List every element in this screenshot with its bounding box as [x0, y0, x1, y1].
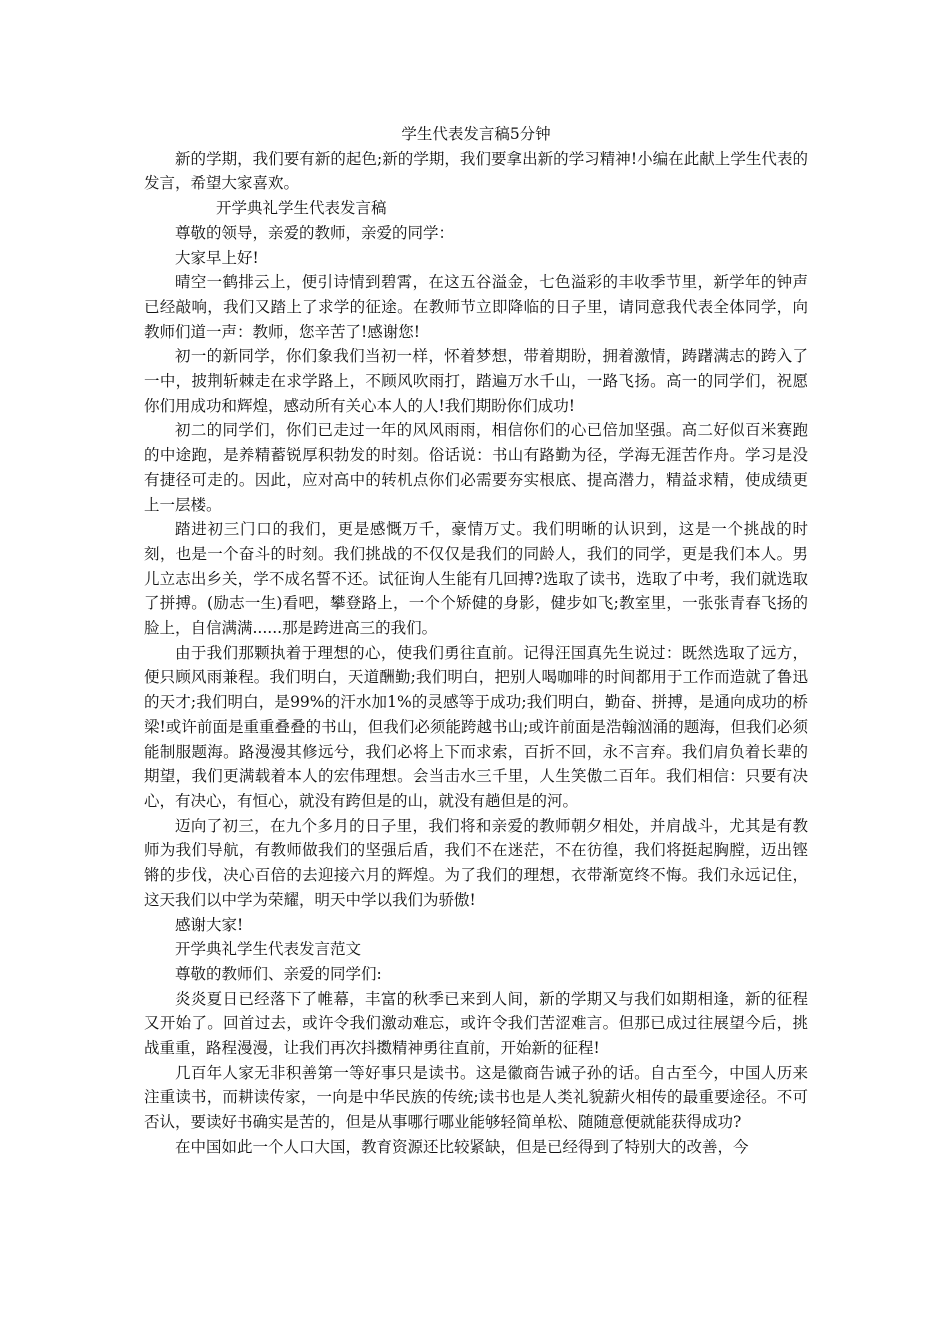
speech1-closing: 感谢大家! [175, 915, 244, 934]
speech1-greeting: 大家早上好! [175, 248, 259, 267]
speech1-paragraph: 迈向了初三，在九个多月的日子里，我们将和亲爱的教师朝夕相处，并肩战斗，尤其是有教师为我们导航，有教师做我们的坚强后盾，我们不在迷茫，不在彷徨，我们将挺起胸膛，迈出铿锵的步伐，决心百倍的去迎接六月的辉煌。为了我们的理想，衣带渐宽终不悔。我们永远记住，这天我们以中学为荣耀，明天中学以我们为骄傲! [144, 816, 808, 909]
speech1-paragraph: 初一的新同学，你们象我们当初一样，怀着梦想，带着期盼，拥着激情，踌躇满志的跨入了一中，披荆斩棘走在求学路上，不顾风吹雨打，踏遍万水千山，一路飞扬。高一的同学们，祝愿你们用成功和辉煌，感动所有关心本人的人!我们期盼你们成功! [144, 347, 808, 415]
speech2-paragraph: 在中国如此一个人口大国，教育资源还比较紧缺，但是已经得到了特别大的改善，今 [175, 1137, 749, 1156]
speech2-paragraph: 几百年人家无非积善第一等好事只是读书。这是徽商告诫子孙的话。自古至今，中国人历来注重读书，而耕读传家，一向是中华民族的传统;读书也是人类礼貌薪火相传的最重要途径。不可否认，要读好书确实是苦的，但是从事哪行哪业能够轻简单松、随随意便就能获得成功? [144, 1063, 808, 1132]
speech1-paragraph: 初二的同学们，你们已走过一年的风风雨雨，相信你们的心已倍加坚强。高二好似百米赛跑的中途跑，是养精蓄锐厚积勃发的时刻。俗话说：书山有路勤为径，学海无涯苦作舟。学习是没有捷径可走的。因此，应对高中的转机点你们必需要夯实根底、提高潜力，精益求精，使成绩更上一层楼。 [144, 421, 808, 514]
speech2-salutation: 尊敬的教师们、亲爱的同学们: [175, 964, 382, 983]
speech1-salutation: 尊敬的领导，亲爱的教师，亲爱的同学： [175, 223, 455, 242]
speech1-paragraph: 踏进初三门口的我们，更是感慨万千，豪情万丈。我们明晰的认识到，这是一个挑战的时刻，也是一个奋斗的时刻。我们挑战的不仅仅是我们的同龄人，我们的同学，更是我们本人。男儿立志出乡关，学不成名誓不还。试征询人生能有几回搏?选取了读书，选取了中考，我们就选取了拼搏。(励志一生)看吧，攀登路上，一个个矫健的身影，健步如飞;教室里，一张张青春飞扬的脸上，自信满满......那是跨进高三的我们。 [144, 520, 808, 638]
document-title: 学生代表发言稿5分钟 [401, 125, 551, 143]
speech2-heading: 开学典礼学生代表发言范文 [175, 940, 362, 959]
speech2-paragraph: 炎炎夏日已经落下了帷幕，丰富的秋季已来到人间，新的学期又与我们如期相逢，新的征程又开始了。回首过去，或许令我们激动难忘，或许令我们苦涩难言。但那已成过往展望今后，挑战重重，路程漫漫，让我们再次抖擞精神勇往直前，开始新的征程! [144, 989, 808, 1058]
speech1-paragraph: 晴空一鹤排云上，便引诗情到碧霄，在这五谷溢金，七色溢彩的丰收季节里，新学年的钟声已经敲响，我们又踏上了求学的征途。在教师节立即降临的日子里，请同意我代表全体同学，向教师们道一声：教师，您辛苦了!感谢您! [144, 273, 808, 341]
document-body [144, 122, 808, 1160]
speech1-paragraph: 由于我们那颗执着于理想的心，使我们勇往直前。记得汪国真先生说过：既然选取了远方，便只顾风雨兼程。我们明白，天道酬勤;我们明白，把别人喝咖啡的时间都用于工作而造就了鲁迅的天才;我们明白，是99%的汗水加1%的灵感等于成功;我们明白，勤奋、拼搏，是通向成功的桥梁!或许前面是重重叠叠的书山，但我们必须能跨越书山;或许前面是浩翰汹涌的题海，但我们必须能制服题海。路漫漫其修远兮，我们必将上下而求索，百折不回，永不言弃。我们肩负着长辈的期望，我们更满载着本人的宏伟理想。会当击水三千里，人生笑傲二百年。我们相信：只要有决心，有决心，有恒心，就没有跨但是的山，就没有趟但是的河。 [144, 643, 808, 810]
intro-paragraph: 新的学期，我们要有新的起色;新的学期，我们要拿出新的学习精神!小编在此献上学生代表的发言，希望大家喜欢。 [144, 149, 808, 193]
speech1-heading: 开学典礼学生代表发言稿 [216, 199, 387, 218]
